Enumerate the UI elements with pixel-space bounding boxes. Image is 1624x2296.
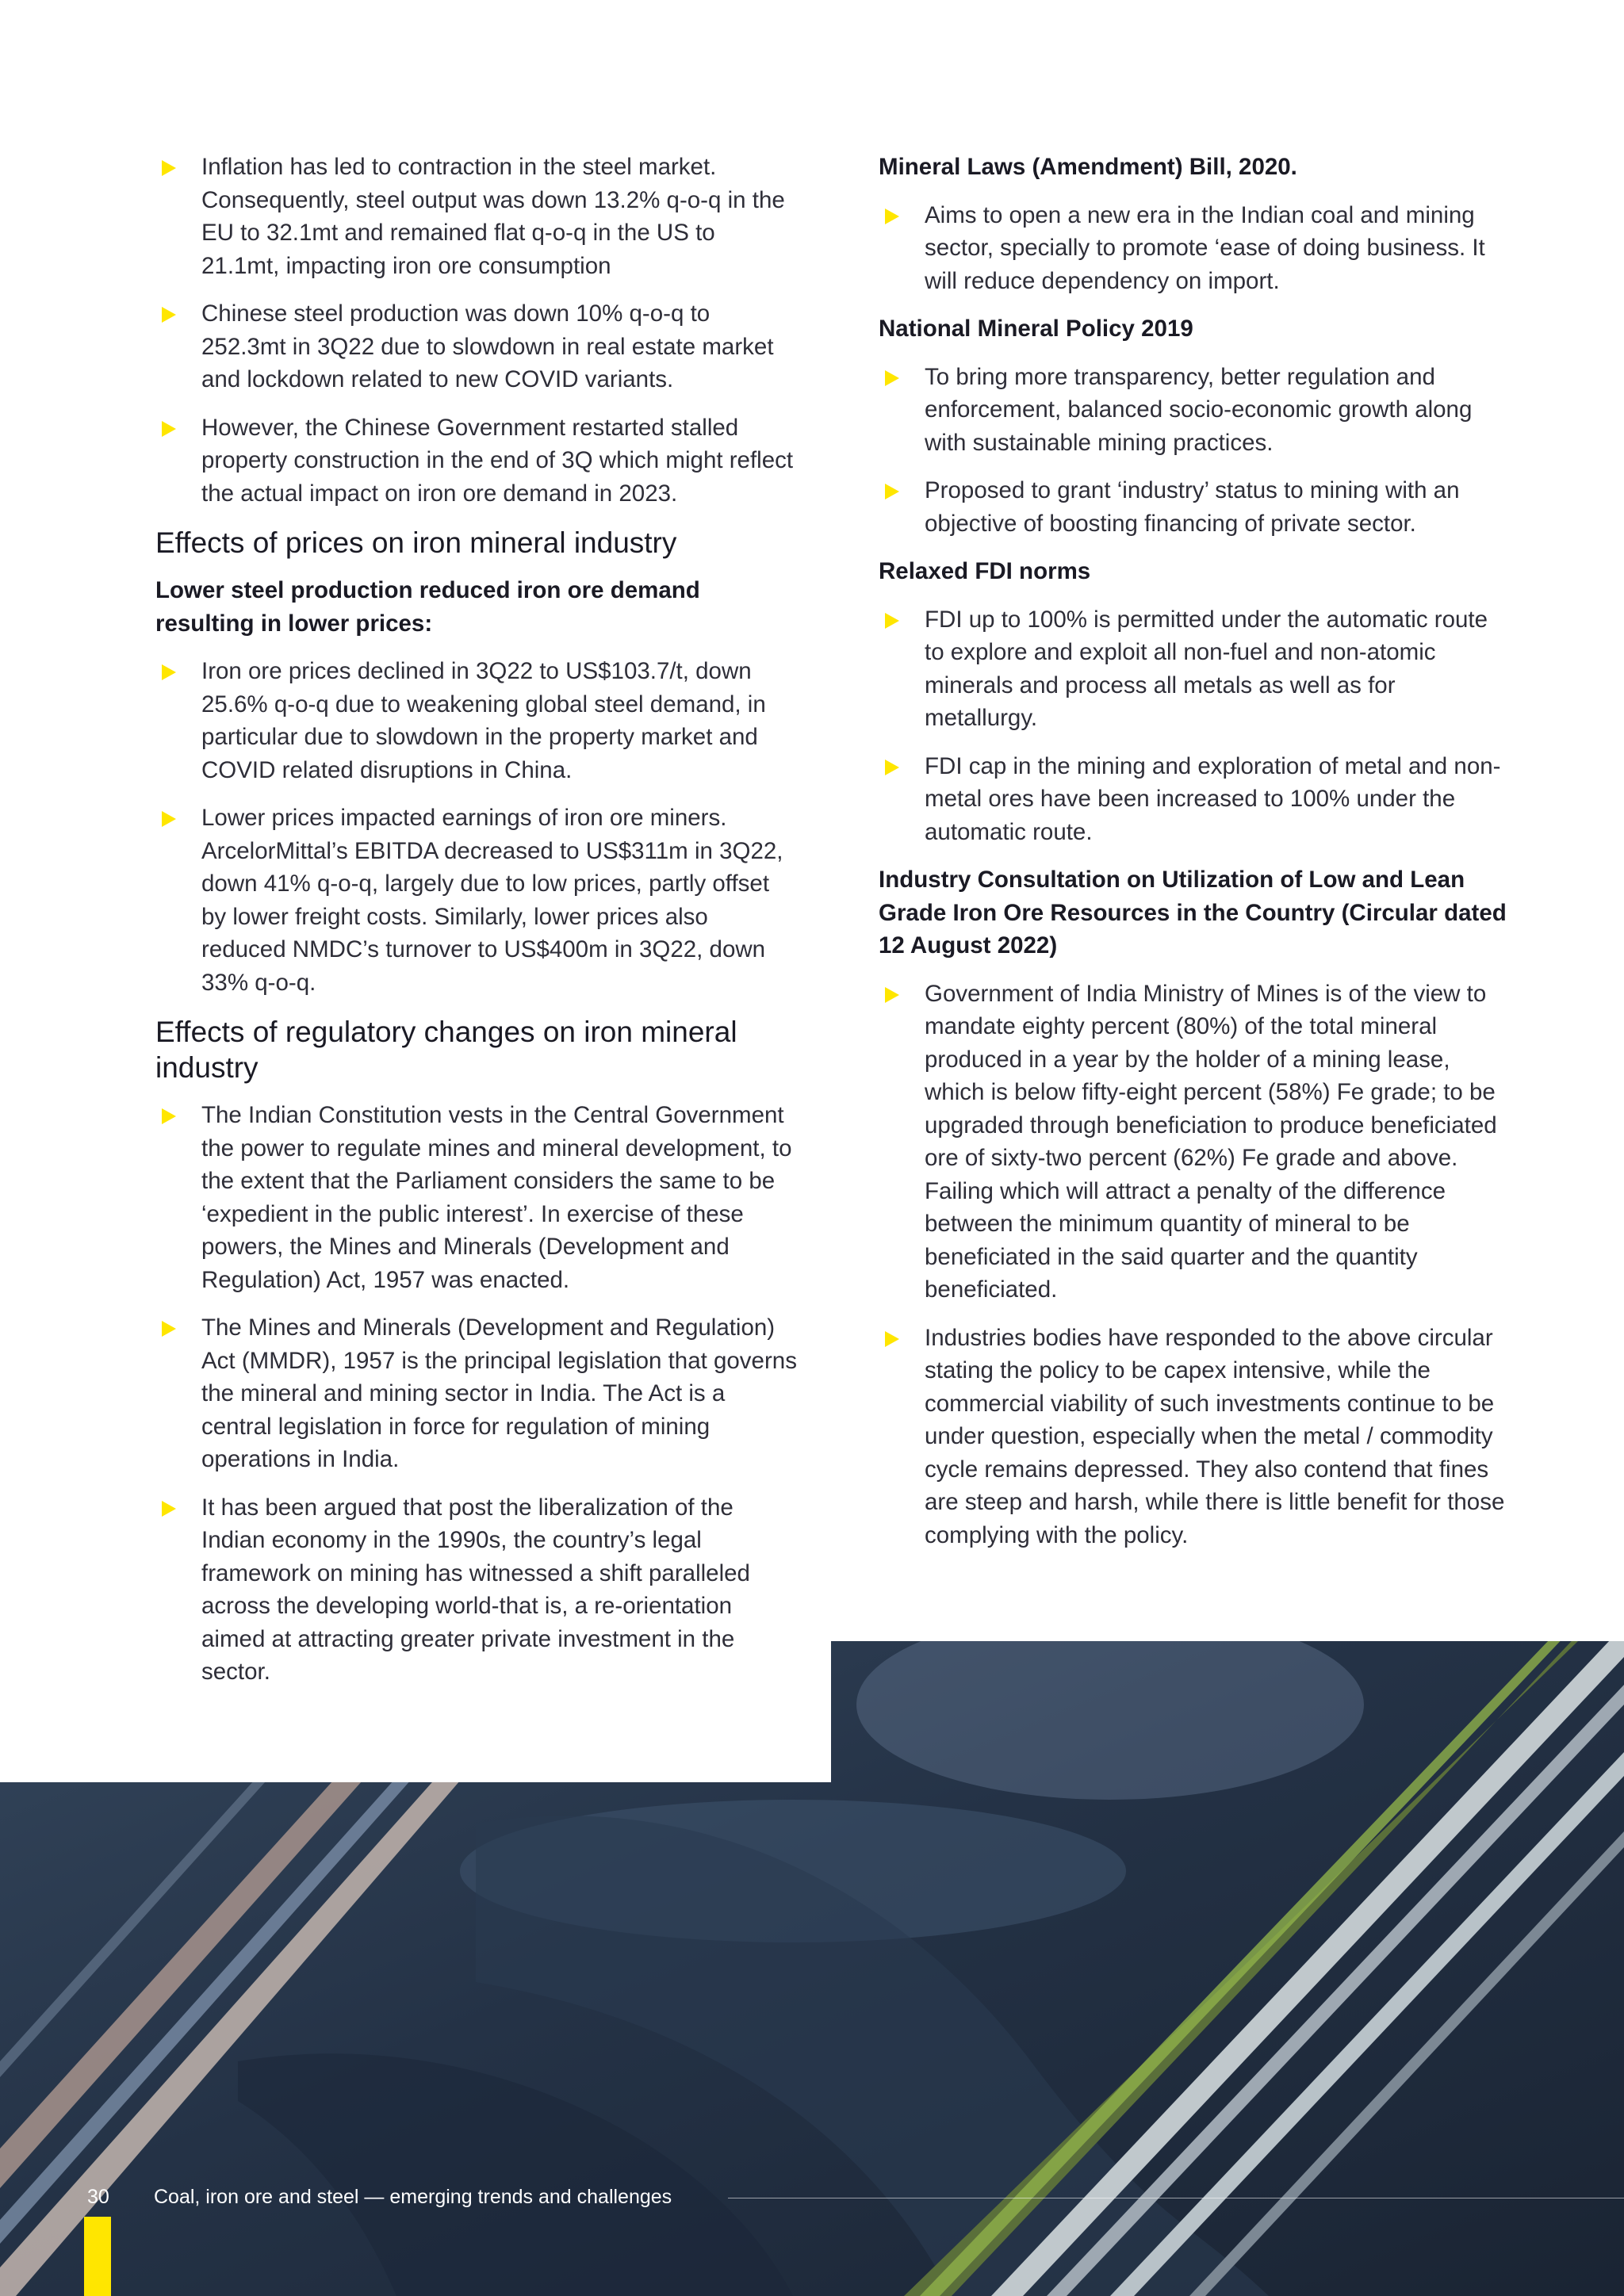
consultation-bullet-list [879, 978, 1513, 1552]
right-column [879, 151, 1513, 1567]
list-item [155, 1099, 798, 1296]
bullet-arrow-icon [162, 811, 176, 827]
prices-bullet-list [155, 655, 798, 999]
bullet-text: Industries bodies have responded to the above circular stating the policy to be capex intensive, while the commercial viability of such investments continue to be under question, especially when the metal / commodity cycle remains depressed. They also contend that fines are steep and harsh, while there is little benefit for those complying with the policy. [925, 1324, 1505, 1548]
bullet-text: However, the Chinese Government restarted stalled property construction in the end of 3Q which might reflect the actual impact on iron ore demand in 2023. [201, 414, 794, 507]
list-item [155, 1311, 798, 1476]
bullet-arrow-icon [885, 987, 899, 1003]
list-item [879, 750, 1513, 849]
list-item [879, 199, 1513, 298]
regulatory-bullet-list [155, 1099, 798, 1689]
section-heading-regulatory: Effects of regulatory changes on iron mineral industry [155, 1016, 737, 1084]
bullet-text: Government of India Ministry of Mines is of the view to mandate eighty percent (80%) of the total mineral produced in a year by the holder of a mining lease, which is below fifty-eight percent (58%) Fe grade; to be upgraded through beneficiation to produce beneficiated ore of sixty-two percent (62%) Fe grade and above. Failing which will attract a penalty of the difference between the minimum quantity of mineral to be beneficiated in the said quarter and the quantity beneficiated. [925, 980, 1497, 1303]
list-item [879, 361, 1513, 460]
subheading-national-mineral-policy: National Mineral Policy 2019 [879, 316, 1193, 342]
list-item [879, 603, 1513, 735]
subheading-relaxed-fdi-norms: Relaxed FDI norms [879, 558, 1091, 584]
list-item [155, 151, 798, 282]
left-column [155, 151, 798, 1704]
bullet-arrow-icon [885, 1331, 899, 1347]
list-item [155, 1491, 798, 1689]
bullet-text: Aims to open a new era in the Indian coal and mining sector, specially to promote ‘ease of doing business. It will reduce dependency on import. [925, 201, 1485, 294]
subheading-mineral-laws: Mineral Laws (Amendment) Bill, 2020. [879, 154, 1297, 180]
bullet-arrow-icon [885, 613, 899, 629]
bullet-arrow-icon [885, 484, 899, 499]
bullet-arrow-icon [162, 1501, 176, 1517]
bullet-arrow-icon [885, 760, 899, 775]
mineral-laws-bullet-list [879, 199, 1513, 298]
bullet-arrow-icon [162, 307, 176, 323]
bullet-text: Inflation has led to contraction in the steel market. Consequently, steel output was down 13.2% q-o-q in the EU to 32.1mt and remained flat q-o-q in the US to 21.1mt, impacting iron ore consumption [201, 154, 785, 279]
bullet-arrow-icon [162, 664, 176, 680]
bullet-text: Chinese steel production was down 10% q-o-q to 252.3mt in 3Q22 due to slowdown in real estate market and lockdown related to new COVID variants. [201, 300, 774, 392]
page-number: 30 [87, 2186, 109, 2208]
bullet-text: The Indian Constitution vests in the Central Government the power to regulate mines and mineral development, to the extent that the Parliament considers the same to be ‘expedient in the public interest’. In exercise of these powers, the Mines and Minerals (Development and Regulation) Act, 1957 was enacted. [201, 1102, 792, 1293]
list-item [155, 802, 798, 999]
list-item [155, 655, 798, 786]
bullet-text: To bring more transparency, better regulation and enforcement, balanced socio-economic growth along with sustainable mining practices. [925, 363, 1473, 456]
fdi-bullet-list [879, 603, 1513, 849]
subheading-industry-consultation: Industry Consultation on Utilization of Low and Lean Grade Iron Ore Resources in the Country (Circular dated 12 August 2022) [879, 867, 1507, 959]
footer-title: Coal, iron ore and steel — emerging trends and challenges [154, 2186, 672, 2208]
yellow-accent-bar [84, 2217, 111, 2296]
national-policy-bullet-list [879, 361, 1513, 541]
intro-bullet-list [155, 151, 798, 510]
list-item [879, 474, 1513, 540]
list-item [155, 411, 798, 511]
bullet-text: FDI cap in the mining and exploration of metal and non-metal ores have been increased to 100% under the automatic route. [925, 752, 1501, 845]
subheading-lower-steel-production: Lower steel production reduced iron ore demand resulting in lower prices: [155, 577, 700, 637]
bullet-arrow-icon [162, 421, 176, 437]
bullet-text: The Mines and Minerals (Development and Regulation) Act (MMDR), 1957 is the principal legislation that governs the mineral and mining sector in India. The Act is a central legislation in force for regulation of mining operations in India. [201, 1314, 797, 1472]
bullet-arrow-icon [162, 1321, 176, 1337]
bullet-arrow-icon [162, 160, 176, 176]
bullet-text: Proposed to grant ‘industry’ status to mining with an objective of boosting financing of private sector. [925, 477, 1460, 537]
list-item [155, 297, 798, 396]
bullet-arrow-icon [885, 370, 899, 386]
list-item [879, 978, 1513, 1307]
bullet-text: FDI up to 100% is permitted under the automatic route to explore and exploit all non-fuel and non-atomic minerals and process all metals as well as for metallurgy. [925, 606, 1488, 731]
bullet-arrow-icon [162, 1108, 176, 1124]
section-heading-prices: Effects of prices on iron mineral industry [155, 526, 677, 559]
list-item [879, 1322, 1513, 1552]
bullet-text: It has been argued that post the liberalization of the Indian economy in the 1990s, the country’s legal framework on mining has witnessed a shift paralleled across the developing world-that is, a re-orientation aimed at attracting greater private investment in the sector. [201, 1494, 750, 1685]
bullet-arrow-icon [885, 209, 899, 224]
bullet-text: Iron ore prices declined in 3Q22 to US$103.7/t, down 25.6% q-o-q due to weakening global steel demand, in particular due to slowdown in the property market and COVID related disruptions in China. [201, 658, 766, 783]
bullet-text: Lower prices impacted earnings of iron ore miners. ArcelorMittal’s EBITDA decreased to US$311m in 3Q22, down 41% q-o-q, largely due to low prices, partly offset by lower freight costs. Similarly, lower prices also reduced NMDC’s turnover to US$400m in 3Q22, down 33% q-o-q. [201, 805, 783, 996]
